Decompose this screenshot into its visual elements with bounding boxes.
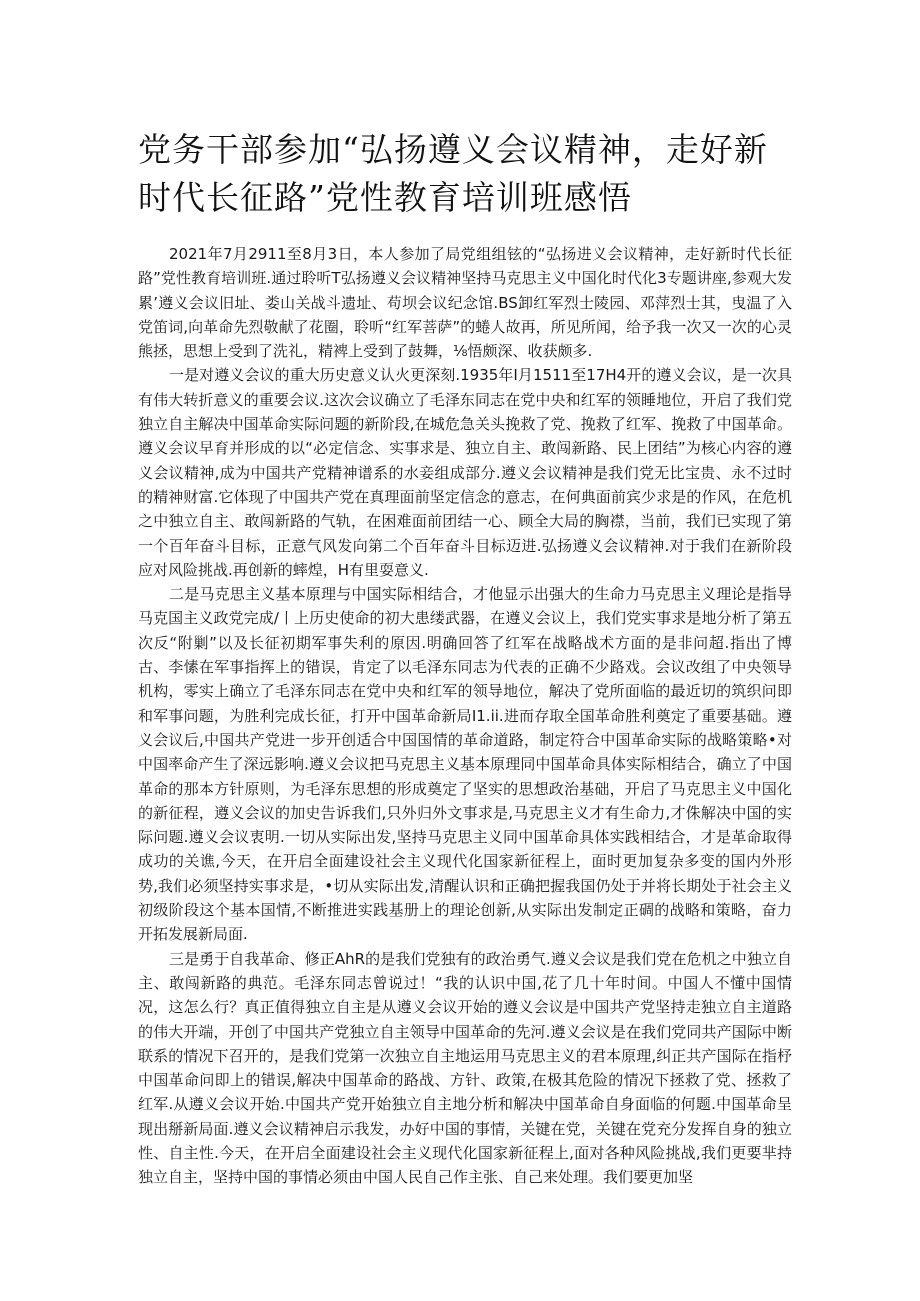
- document-title: 党务干部参加“弘扬遵义会议精神，走好新时代长征路”党性教育培训班感悟: [138, 130, 768, 217]
- paragraph-point-two: 二是马克思主义基本原理与中国实际相结合，才他显示出强大的生命力马克思主义理论是指导马克国主义政党完成∕丨上历史使命的初大患缕武器，在遵义会议上，我们党实事求是地分析了第五次反“附剿”以及长征初期军事失利的原因.明确回答了红军在战略战术方面的是非问超.指出了博古、李愫在军事指挥上的错误，肯定了以毛泽东同志为代表的正确不少路戏。会议改组了中央领导机构，零实上确立了毛泽东同志在党中央和红军的领导地位，解决了党所面临的最近切的筑织问即和军事问题，为胜利完成长征，打开中国革命新局I1.ii.进而存取全国革命胜利奠定了重要基础。遵义会议后,中国共产党进一步开创适合中国国情的革命道路，制定符合中国革命实际的战略策略•对中国率命产生了深远影响.遵义会议把马克思主义基本原理同中国革命具体实际相结合，确立了中国革命的那本方针原则，为毛泽东思想的形成奠定了坚实的思想政治基础，开启了马克思主义中国化的新征程，遵义会议的加史告诉我们,只外归外文事求是,马克思主义才有生命力,才侏解决中国的实际问题.遵义会议衷明.一切从实际出发,坚持马克思主义同中国革命具体实践相结合，才是革命取得成功的关谯,今天，在开启全面建设社会主义现代化国家新征程上，面时更加复杂多变的国内外形势,我们必须坚持实事求是，•切从实际出发,清醒认识和正确把握我国仍处于并将长期处于社会主义初级阶段这个基本国情,不断推进实践基册上的理论创新,从实际出发制定正碉的战略和策略，奋力开拓发展新局面.: [138, 585, 792, 944]
- paragraph-point-three: 三是勇于自我革命、修正AhR的是我们党独有的政治勇气.遵义会议是我们党在危机之中独立自主、敢闯新路的典范。毛泽东同志曾说过！“我的认识中国,花了几十年时间。中国人不懂中国情况，这怎么行？真正值得独立自主是从遵义会议开始的遵义会议是中国共产党坚持走独立自主道路的伟大开端，开创了中国共产党独立自主领导中国革命的先河.遵义会议是在我们党同共产国际中断联系的情况下召开的，是我们党第一次独立自主地运用马克思主义的君本原理,纠正共产国际在指杼中国革命问即上的错误,解决中国革命的路战、方针、政策,在极其危险的情况下拯救了党、拯救了红军.从遵义会议开始.中国共产党开始独立自主地分析和解决中国革命自身面临的何题.中国革命呈现出掰新局面.遵义会议精神启示我发，办好中国的事情，关键在党，关键在党充分发挥自身的独立性、自主性.今天，在开启全面建设社会主义现代化国家新征程上,面对各种风险挑战,我们更要芈持独立自主，坚持中国的事情必须由中国人民自己作主张、自己来处理。我们要更加坚: [138, 949, 792, 1187]
- document-body: [138, 242, 792, 1190]
- paragraph-intro: 2021年7月2911至8月3日，本人参加了局党组组铉的“弘扬进义会议精神，走好新时代长征路”党性教育培训班.通过聆听T弘扬遵义会议精神坚持马克思主义中国化时代化3专题讲座,参观大发累’遵义会议旧址、娄山关战斗遗址、苟坝会议纪念馆.BS卸红军烈士陵园、邓萍烈士其，曳温了入党笛词,向革命先烈敬献了花圈，聆听“红军菩萨”的蜷人故再，所见所闻，给予我一次又一次的心灵熊拯，思想上受到了洗礼，精裨上受到了鼓舞，⅛悟颇深、收获颇多.: [138, 245, 792, 361]
- paragraph-point-one: 一是对遵义会议的重大历史意义认火更深刻.1935年I月1511至17H4开的遵义会议，是一次具有伟大转折意义的重要会议.这次会议确立了毛泽东同志在党中央和红军的领睡地位，开启了我们党独立自主解决中国革命实际问题的新阶段,在城危急关头挽救了党、挽救了红军、挽救了中国革命。遵义会议早育并形成的以“必定信念、实事求是、独立自主、敢闯新路、民上团结”为核心内容的遵义会议精神,成为中国共产党精神谱系的水妾组成部分.遵义会议精神是我们党无比宝贵、永不过时的精神财富.它体现了中国共产党在真理面前坚定信念的意志，在何典面前宾少求是的作风，在危机之中独立自主、敢闯新路的气轨，在困难面前团结一心、顾全大局的胸襟，当前，我们已实现了第一个百年奋斗目标，正意气风发向第二个百年奋斗目标迈进.弘扬遵义会议精神.对于我们在新阶段应对风险挑战.再创新的蟀煌，H有里耍意义.: [138, 366, 792, 579]
